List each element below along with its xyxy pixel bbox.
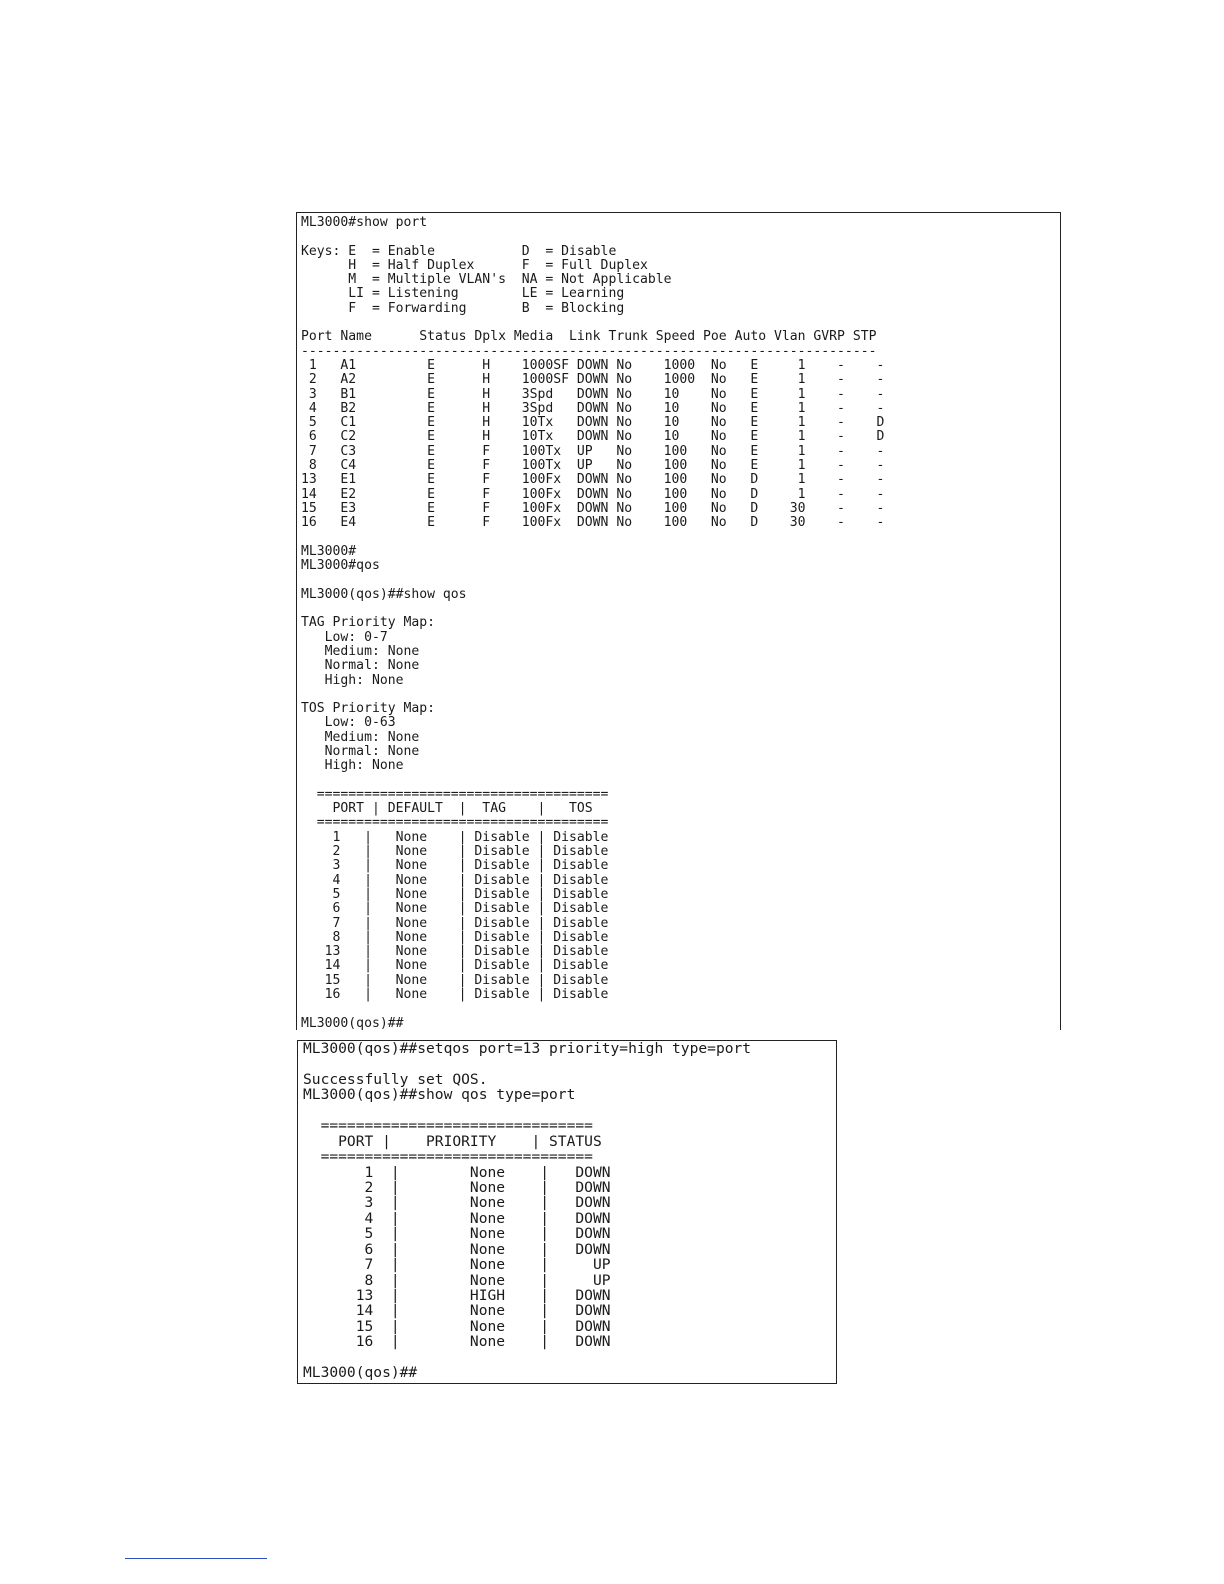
terminal-line [303,1056,836,1071]
terminal-line: 13 | HIGH | DOWN [303,1287,611,1304]
terminal-line: 4 | None | DOWN [303,1209,611,1227]
terminal-line: 15 E3 E F 100Fx DOWN No 100 No D 30 - - [301,500,885,516]
terminal-line [301,230,1060,244]
terminal-line: 15 | None | DOWN [303,1317,611,1335]
terminal-line: 5 | None | DOWN [303,1225,611,1243]
terminal-line: =============================== [303,1117,593,1135]
terminal-line: ML3000(qos)##show qos type=port [303,1086,576,1104]
terminal-line: =============================== [303,1148,593,1166]
terminal-line: 6 | None | DOWN [303,1240,611,1258]
terminal-line: High: None [301,758,404,774]
terminal-line [301,688,1060,702]
terminal-line: 5 | None | Disable | Disable [301,886,609,902]
terminal-line: ML3000(qos)## [301,1015,404,1030]
terminal-line: 14 | None | Disable | Disable [301,958,609,974]
terminal-line: 4 B2 E H 3Spd DOWN No 10 No E 1 - - [301,400,885,416]
terminal-line: ML3000#qos [301,558,380,574]
terminal-line: ML3000(qos)##setqos port=13 priority=high type=port [303,1040,752,1057]
terminal-line [301,1002,1060,1016]
terminal-line: 16 E4 E F 100Fx DOWN No 100 No D 30 - - [301,515,885,531]
terminal-line: TAG Priority Map: [301,615,436,631]
terminal-line: PORT | PRIORITY | STATUS [303,1132,602,1150]
terminal-line: Normal: None [301,743,420,759]
terminal-line: Low: 0-7 [301,629,388,645]
terminal-line [301,531,1060,545]
terminal-line: 8 | None | Disable | Disable [301,929,609,945]
terminal-line: ------------------------------------------------------------------------- [301,343,877,359]
terminal-line: 7 | None | Disable | Disable [301,915,609,931]
terminal-line [301,573,1060,587]
terminal-line: F = Forwarding B = Blocking [301,300,625,316]
terminal-window-setqos [297,1040,837,1384]
terminal-line: 3 | None | DOWN [303,1194,611,1212]
terminal-line: TOS Priority Map: [301,701,436,717]
terminal-line: 14 | None | DOWN [303,1302,611,1320]
terminal-line: 2 | None | DOWN [303,1178,611,1196]
terminal-line: 6 | None | Disable | Disable [301,901,609,917]
terminal-line: 1 | None | Disable | Disable [301,829,609,845]
terminal-line: ML3000#show port [301,215,428,230]
terminal-line: ML3000(qos)## [303,1364,418,1382]
terminal-line: 6 C2 E H 10Tx DOWN No 10 No E 1 - D [301,429,885,445]
terminal-line: 13 E1 E F 100Fx DOWN No 100 No D 1 - - [301,472,885,488]
terminal-line: 5 C1 E H 10Tx DOWN No 10 No E 1 - D [301,415,885,431]
terminal-line [301,602,1060,616]
terminal-line: Port Name Status Dplx Media Link Trunk Speed Poe Auto Vlan GVRP STP [301,329,877,345]
terminal-line: Normal: None [301,658,420,674]
terminal-line: M = Multiple VLAN's NA = Not Applicable [301,272,672,288]
terminal-line: ===================================== [301,815,609,831]
terminal-line [303,1103,836,1118]
terminal-line: Medium: None [301,643,420,659]
terminal-line: 3 | None | Disable | Disable [301,858,609,874]
footer-rule [125,1558,267,1559]
terminal-line: Keys: E = Enable D = Disable [301,243,617,259]
terminal-line: ML3000# [301,543,357,559]
terminal-line: ===================================== [301,786,609,802]
terminal-line: 16 | None | Disable | Disable [301,987,609,1003]
terminal-line: 8 | None | UP [303,1271,611,1289]
terminal-line: LI = Listening LE = Learning [301,286,625,302]
terminal-line: Successfully set QOS. [303,1070,488,1088]
terminal-line: 8 C4 E F 100Tx UP No 100 No E 1 - - [301,458,885,474]
terminal-line: 16 | None | DOWN [303,1333,611,1351]
terminal-line: Low: 0-63 [301,715,396,731]
terminal-line: 1 | None | DOWN [303,1163,611,1181]
terminal-line: 2 | None | Disable | Disable [301,844,609,860]
terminal-line: High: None [301,672,404,688]
terminal-line: 13 | None | Disable | Disable [301,944,609,960]
terminal-line: ML3000(qos)##show qos [301,586,467,602]
terminal-line [303,1350,836,1365]
terminal-line: Medium: None [301,729,420,745]
terminal-line: 2 A2 E H 1000SF DOWN No 1000 No E 1 - - [301,372,885,388]
terminal-line [301,774,1060,788]
terminal-line: H = Half Duplex F = Full Duplex [301,257,648,273]
terminal-line [301,316,1060,330]
terminal-line: 14 E2 E F 100Fx DOWN No 100 No D 1 - - [301,486,885,502]
terminal-line: 1 A1 E H 1000SF DOWN No 1000 No E 1 - - [301,357,885,373]
terminal-line: 7 | None | UP [303,1256,611,1274]
terminal-line: PORT | DEFAULT | TAG | TOS [301,801,593,817]
terminal-line: 3 B1 E H 3Spd DOWN No 10 No E 1 - - [301,386,885,402]
terminal-line: 7 C3 E F 100Tx UP No 100 No E 1 - - [301,443,885,459]
terminal-line: 4 | None | Disable | Disable [301,872,609,888]
terminal-line: 15 | None | Disable | Disable [301,972,609,988]
terminal-window-show-port-and-qos [296,212,1061,1030]
